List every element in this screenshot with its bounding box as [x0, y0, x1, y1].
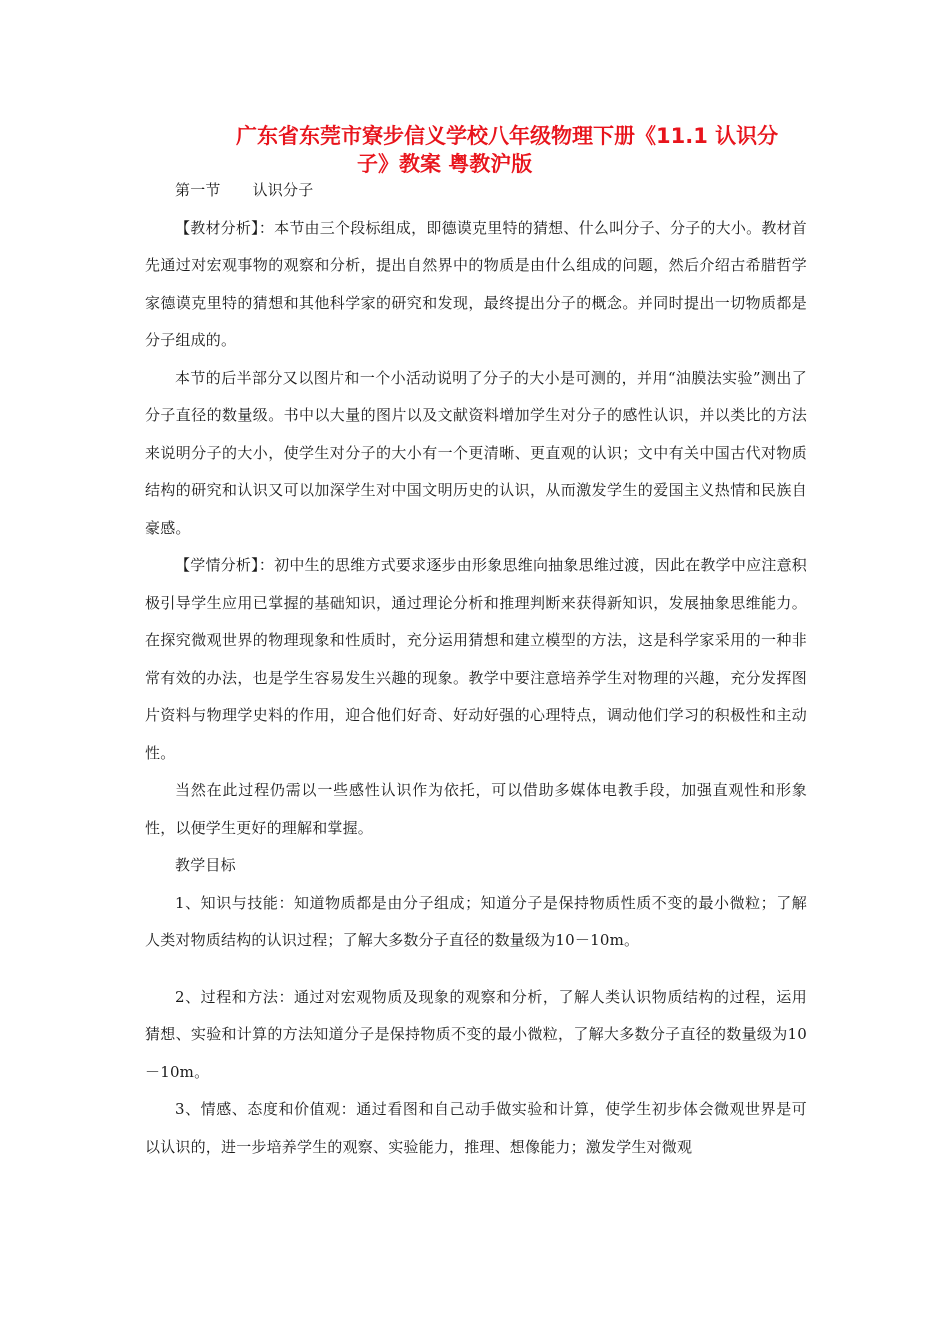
document-title [236, 122, 826, 178]
paragraph-spacer [145, 960, 807, 979]
title-line-2: 子》教案 粤教沪版 [357, 152, 533, 176]
goal-knowledge-skills: 1、知识与技能：知道物质都是由分子组成；知道分子是保持物质性质不变的最小微粒；了解人类对物质结构的认识过程；了解大多数分子直径的数量级为10－10m。 [145, 893, 807, 949]
paragraph-textbook-analysis-cont: 本节的后半部分又以图片和一个小活动说明了分子的大小是可测的，并用“油膜法实验”测出了分子直径的数量级。书中以大量的图片以及文献资料增加学生对分子的感性认识，并以类比的方法来说明分子的大小，使学生对分子的大小有一个更清晰、更直观的认识；文中有关中国古代对物质结构的研究和认识又可以加深学生对中国文明历史的认识，从而激发学生的爱国主义热情和民族自豪感。 [145, 368, 807, 537]
paragraph-support-methods: 当然在此过程仍需以一些感性认识作为依托，可以借助多媒体电教手段，加强直观性和形象性，以便学生更好的理解和掌握。 [145, 781, 807, 837]
document-body [145, 172, 807, 1166]
teaching-goals-heading: 教学目标 [175, 856, 236, 874]
paragraph-student-analysis: 【学情分析】：初中生的思维方式要求逐步由形象思维向抽象思维过渡，因此在教学中应注意积极引导学生应用已掌握的基础知识，通过理论分析和推理判断来获得新知识，发展抽象思维能力。在探究微观世界的物理现象和性质时，充分运用猜想和建立模型的方法，这是科学家采用的一种非常有效的办法，也是学生容易发生兴趣的现象。教学中要注意培养学生对物理的兴趣，充分发挥图片资料与物理学史料的作用，迎合他们好奇、好动好强的心理特点，调动他们学习的积极性和主动性。 [145, 556, 807, 762]
paragraph-textbook-analysis: 【教材分析】：本节由三个段标组成，即德谟克里特的猜想、什么叫分子、分子的大小。教材首先通过对宏观事物的观察和分析，提出自然界中的物质是由什么组成的问题，然后介绍古希腊哲学家德谟克里特的猜想和其他科学家的研究和发现，最终提出分子的概念。并同时提出一切物质都是分子组成的。 [145, 218, 807, 349]
section-number: 第一节 [175, 181, 221, 199]
section-heading [145, 172, 807, 210]
goal-emotion-values: 3、情感、态度和价值观：通过看图和自己动手做实验和计算，使学生初步体会微观世界是可以认识的，进一步培养学生的观察、实验能力，推理、想像能力；激发学生对微观 [145, 1100, 807, 1156]
goal-process-methods: 2、过程和方法：通过对宏观物质及现象的观察和分析，了解人类认识物质结构的过程，运用猜想、实验和计算的方法知道分子是保持物质不变的最小微粒，了解大多数分子直径的数量级为10－10m。 [145, 987, 807, 1081]
title-line-1: 广东省东莞市寮步信义学校八年级物理下册《11.1 认识分 [236, 124, 779, 148]
section-name: 认识分子 [252, 181, 314, 199]
